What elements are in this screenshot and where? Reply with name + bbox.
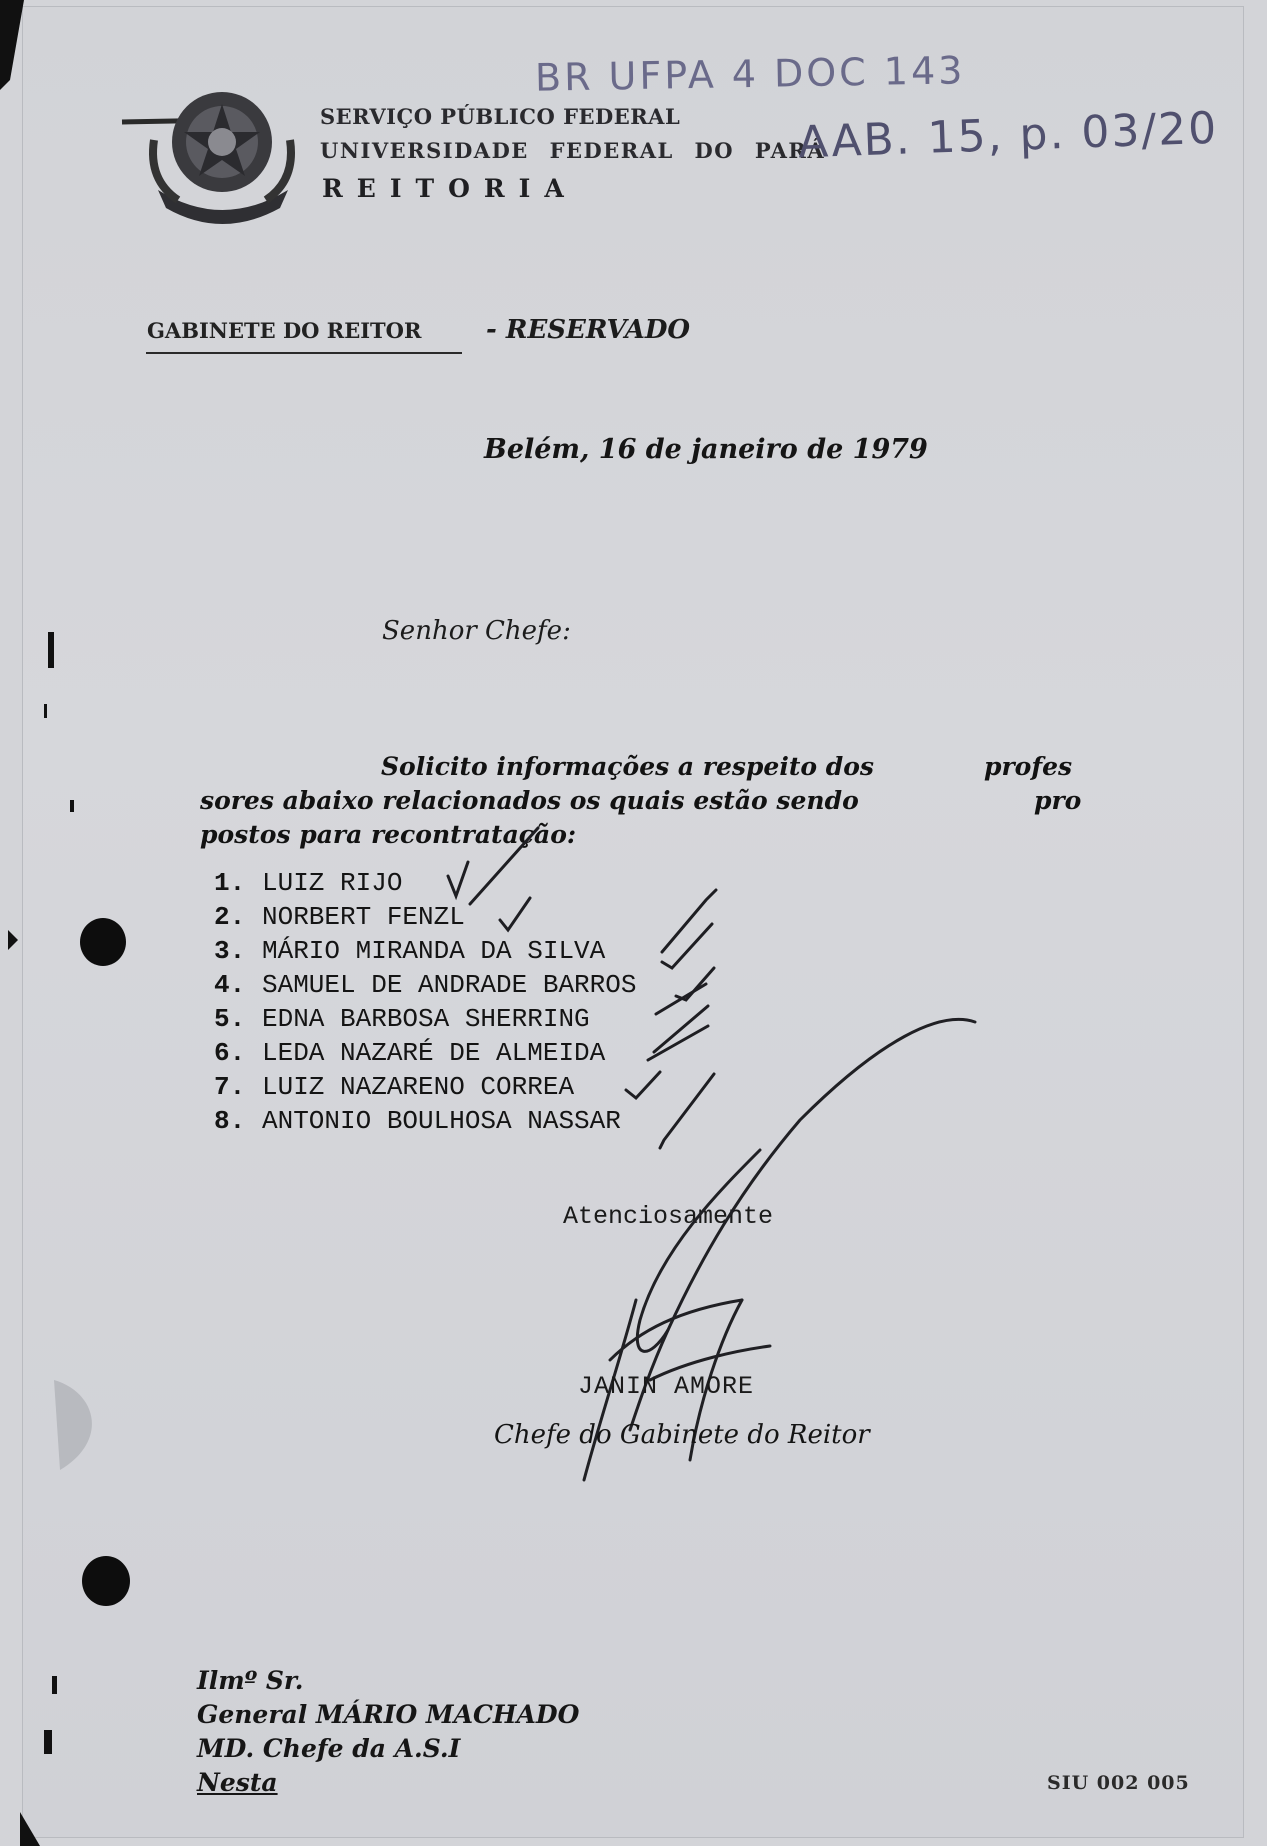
closing-line: Atenciosamente xyxy=(563,1202,774,1231)
addressee-title: MD. Chefe da A.S.I xyxy=(197,1734,461,1763)
list-item: 2. NORBERT FENZL xyxy=(214,902,465,932)
signer-title: Chefe do Gabinete do Reitor xyxy=(494,1420,870,1450)
salutation: Senhor Chefe: xyxy=(382,616,571,646)
list-item: 4. SAMUEL DE ANDRADE BARROS xyxy=(214,970,637,1000)
body-line-2-end: pro xyxy=(1034,786,1082,815)
body-line-1-end: profes xyxy=(984,752,1073,781)
body-line-3: postos para recontratação: xyxy=(200,820,577,849)
letterhead-rectorate: REITORIA xyxy=(322,174,578,203)
letterhead-service: SERVIÇO PÚBLICO FEDERAL xyxy=(320,104,681,129)
list-item: 1. LUIZ RIJO xyxy=(214,868,403,898)
form-code: SIU 002 005 xyxy=(1047,1772,1190,1794)
archive-reference-line2: AAB. 15, p. 03/20 xyxy=(797,102,1220,169)
archive-reference-line1: BR UFPA 4 DOC 143 xyxy=(534,48,966,100)
list-item: 8. ANTONIO BOULHOSA NASSAR xyxy=(214,1106,621,1136)
list-item: 7. LUIZ NAZARENO CORREA xyxy=(214,1072,575,1102)
list-item: 3. MÁRIO MIRANDA DA SILVA xyxy=(214,936,606,966)
letterhead-university: UNIVERSIDADE FEDERAL DO PARÁ xyxy=(320,138,826,163)
body-line-1: Solicito informações a respeito dos xyxy=(381,752,874,781)
list-item: 6. LEDA NAZARÉ DE ALMEIDA xyxy=(214,1038,606,1068)
signer-name: JANIN AMORE xyxy=(578,1372,755,1401)
classification-label: - RESERVADO xyxy=(486,315,691,345)
date-line: Belém, 16 de janeiro de 1979 xyxy=(484,434,928,465)
list-item: 5. EDNA BARBOSA SHERRING xyxy=(214,1004,590,1034)
addressee-name: General MÁRIO MACHADO xyxy=(197,1700,580,1729)
addressee-location: Nesta xyxy=(197,1768,278,1797)
body-line-2: sores abaixo relacionados os quais estão sendo xyxy=(200,786,859,815)
addressee-salutation: Ilmº Sr. xyxy=(197,1666,304,1695)
office-heading: GABINETE DO REITOR xyxy=(147,318,422,343)
